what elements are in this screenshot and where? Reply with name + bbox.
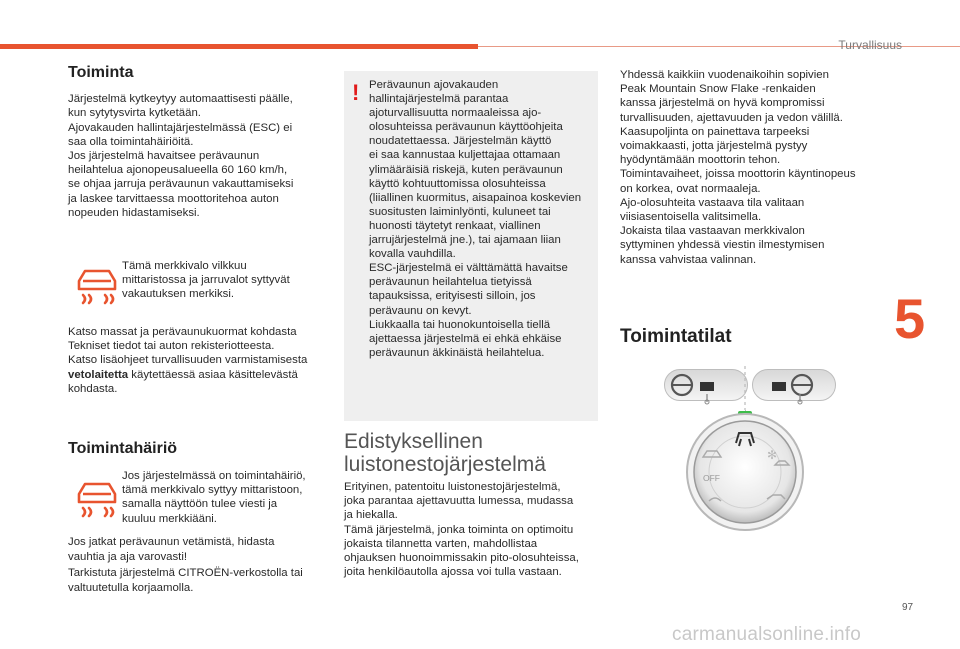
para-toiminta <box>68 92 330 220</box>
warning-exclamation-icon: ! <box>352 80 360 105</box>
text-line: olosuhteissa perävaunun käyttöohjeita <box>369 121 563 134</box>
text-line: viisiasentoisella valitsimella. <box>620 211 762 224</box>
text-line: vakautuksen merkiksi. <box>122 288 235 301</box>
text-line: nopeuden hidastamiseksi. <box>68 206 200 219</box>
text-line: Perävaunun ajovakauden <box>369 79 499 91</box>
text-line: noudatettaessa. Järjestelmän käyttö <box>369 135 552 148</box>
text-line: valtuutetulla korjaamolla. <box>68 582 194 595</box>
warning-text <box>369 78 597 360</box>
mode-buttons-icons <box>664 366 840 410</box>
text-line: ja laskee tarvittaessa moottoritehoa auton <box>68 192 279 205</box>
text-line: Järjestelmä kytkeytyy automaattisesti päälle, <box>68 93 293 106</box>
heading-line: luistonestojärjestelmä <box>344 453 546 476</box>
page-number: 97 <box>902 602 914 613</box>
text-line: käyttö kohtuuttomissa olosuhteissa <box>369 177 546 190</box>
indicator-led <box>772 382 786 391</box>
indicator-led <box>700 382 714 391</box>
text-line: Ajovakauden hallintajärjestelmässä (ESC) ei <box>68 121 293 134</box>
text-line: ESC-järjestelmä ei välttämättä havaitse <box>369 262 568 275</box>
para-jatkat <box>68 535 332 597</box>
text-line: tämä merkkivalo syttyy mittaristoon, <box>122 484 303 497</box>
text-line: Peak Mountain Snow Flake -renkaiden <box>620 83 816 96</box>
text-line: perävaunu on kevyt. <box>369 304 472 317</box>
mode-selector-dial <box>681 409 809 531</box>
text-line: Tämä merkkivalo vilkkuu <box>122 260 247 272</box>
text-line: Jos järjestelmä havaitsee perävaunun <box>68 150 260 163</box>
off-label: OFF <box>703 473 720 483</box>
text-line: Tekniset tiedot tai auton rekisteriotteesta. <box>68 340 275 353</box>
text-line: perävaunun äkkinäistä heilahtelua. <box>369 346 545 359</box>
icon2-description <box>122 469 332 526</box>
text-line: Erityinen, patentoitu luistonestojärjestelmä, <box>344 481 561 493</box>
text-line: Ajo-olosuhteita vastaava tila valitaan <box>620 196 805 209</box>
text-line: jarrujärjestelmä jne.), tai ajamaan liian <box>369 234 561 247</box>
text-line: Toimintavaiheet, joissa moottorin käyntinopeus <box>620 168 856 181</box>
column-1 <box>68 66 330 220</box>
text-line: Katso lisäohjeet turvallisuuden varmistamisesta <box>68 354 308 367</box>
para-col3 <box>620 68 882 267</box>
text-line: Jos jatkat perävaunun vetämistä, hidasta <box>68 536 275 548</box>
bold-term: vetolaitetta <box>68 368 129 381</box>
text-line: ajoturvallisuutta normaaleissa ajo- <box>369 107 542 120</box>
para-katso <box>68 325 332 396</box>
text-line: suositusten laiminlyönti, kuluneet tai <box>369 205 551 218</box>
heading-toimintatilat: Toimintatilat <box>620 326 732 347</box>
heading-line: Edistyksellinen <box>344 430 483 453</box>
text-line: syttyminen yhdessä viestin ilmestymisen <box>620 239 825 252</box>
text-line: vauhtia ja aja varovasti! <box>68 551 188 564</box>
text-line: tapauksissa, erityisesti silloin, jos <box>369 290 536 303</box>
text-line: on korkea, ovat normaaleja. <box>620 182 761 195</box>
header-accent-bar <box>0 44 478 49</box>
text-line: Tarkistuta järjestelmä CITROËN-verkostolla tai <box>68 566 303 579</box>
para-luistonesto <box>344 480 600 579</box>
text-line: heilahtelua ajonopeusalueella 60 160 km/h, <box>68 164 288 177</box>
text-line: Kaasupoljinta on painettava tarpeeksi <box>620 125 810 138</box>
text-line: kuuluu merkkiääni. <box>122 512 217 525</box>
text-line: samalla näyttöön tulee viesti ja <box>122 498 278 511</box>
text-line: kohdasta. <box>68 382 118 395</box>
text-line: ja hiekalla. <box>344 509 398 522</box>
text-line: huonosti täytetyt renkaat, viallinen <box>369 219 541 232</box>
text-line: ei saa kannustaa kuljettajaa ottamaan <box>369 149 561 162</box>
icon1-description <box>122 259 332 302</box>
text-line: Katso massat ja perävaunukuormat kohdasta <box>68 326 297 338</box>
text-line: hallintajärjestelmä parantaa <box>369 93 509 106</box>
text-line: jokaista tilannetta varten, mahdollistaa <box>344 537 538 550</box>
text-line: perävaunun heilahtelua tietyissä <box>369 276 532 289</box>
text-line <box>68 368 332 382</box>
text-line: Tämä järjestelmä, jonka toiminta on optimoitu <box>344 523 574 536</box>
watermark: carmanualsonline.info <box>672 624 862 645</box>
text-line: kanssa vahvistaa valinnan. <box>620 253 757 266</box>
text-line: ajettaessa järjestelmä ei ehkä ehkäise <box>369 332 562 345</box>
snow-mode-icon: ✻ <box>767 448 778 462</box>
trailer-fault-warning-icon <box>73 478 121 520</box>
heading-toimintahairio: Toimintahäiriö <box>68 440 178 457</box>
text-line: hyödyntämään moottorin tehon. <box>620 154 781 167</box>
text-line: kovalla vauhdilla. <box>369 248 456 261</box>
text-line: Jokaista tilaa vastaavan merkkivalon <box>620 225 805 238</box>
text-line: ohjauksen huonoimmissakin pito-olosuhteissa, <box>344 552 579 565</box>
text-line: saa olla toimintahäiriöitä. <box>68 135 194 148</box>
text-line: joka parantaa ajettavuutta lumessa, mudassa <box>344 495 574 508</box>
text-line: turvallisuuden, ajettavuuden ja vedon välillä. <box>620 111 843 124</box>
text-line: kun sytytysvirta kytketään. <box>68 107 201 120</box>
heading-luistonesto <box>344 430 600 476</box>
text-line: ylimääräisiä riskejä, kuten perävaunun <box>369 163 563 176</box>
text-line: Yhdessä kaikkiin vuodenaikoihin sopivien <box>620 69 829 81</box>
trailer-stability-warning-icon <box>73 265 121 307</box>
section-title: Turvallisuus <box>838 38 902 52</box>
text-line: mittaristossa ja jarruvalot syttyvät <box>122 274 290 287</box>
chapter-number: 5 <box>894 287 926 350</box>
text-span: käytettäessä asiaa käsittelevästä <box>128 368 298 381</box>
text-line: se ohjaa jarruja perävaunun vakauttamiseksi <box>68 178 294 191</box>
heading-toiminta: Toiminta <box>68 64 134 81</box>
text-line: voimakkaasti, jotta järjestelmä pystyy <box>620 140 808 153</box>
text-line: kanssa järjestelmä on hyvä kompromissi <box>620 97 825 110</box>
text-line: (liiallinen kuormitus, aisapainoa koskevien <box>369 191 582 204</box>
text-line: joita henkilöautolla ajossa voi tulla vastaan. <box>344 566 562 579</box>
text-line: Jos järjestelmässä on toimintahäiriö, <box>122 470 306 482</box>
text-line: Liukkaalla tai huonokuntoisella tiellä <box>369 318 551 331</box>
